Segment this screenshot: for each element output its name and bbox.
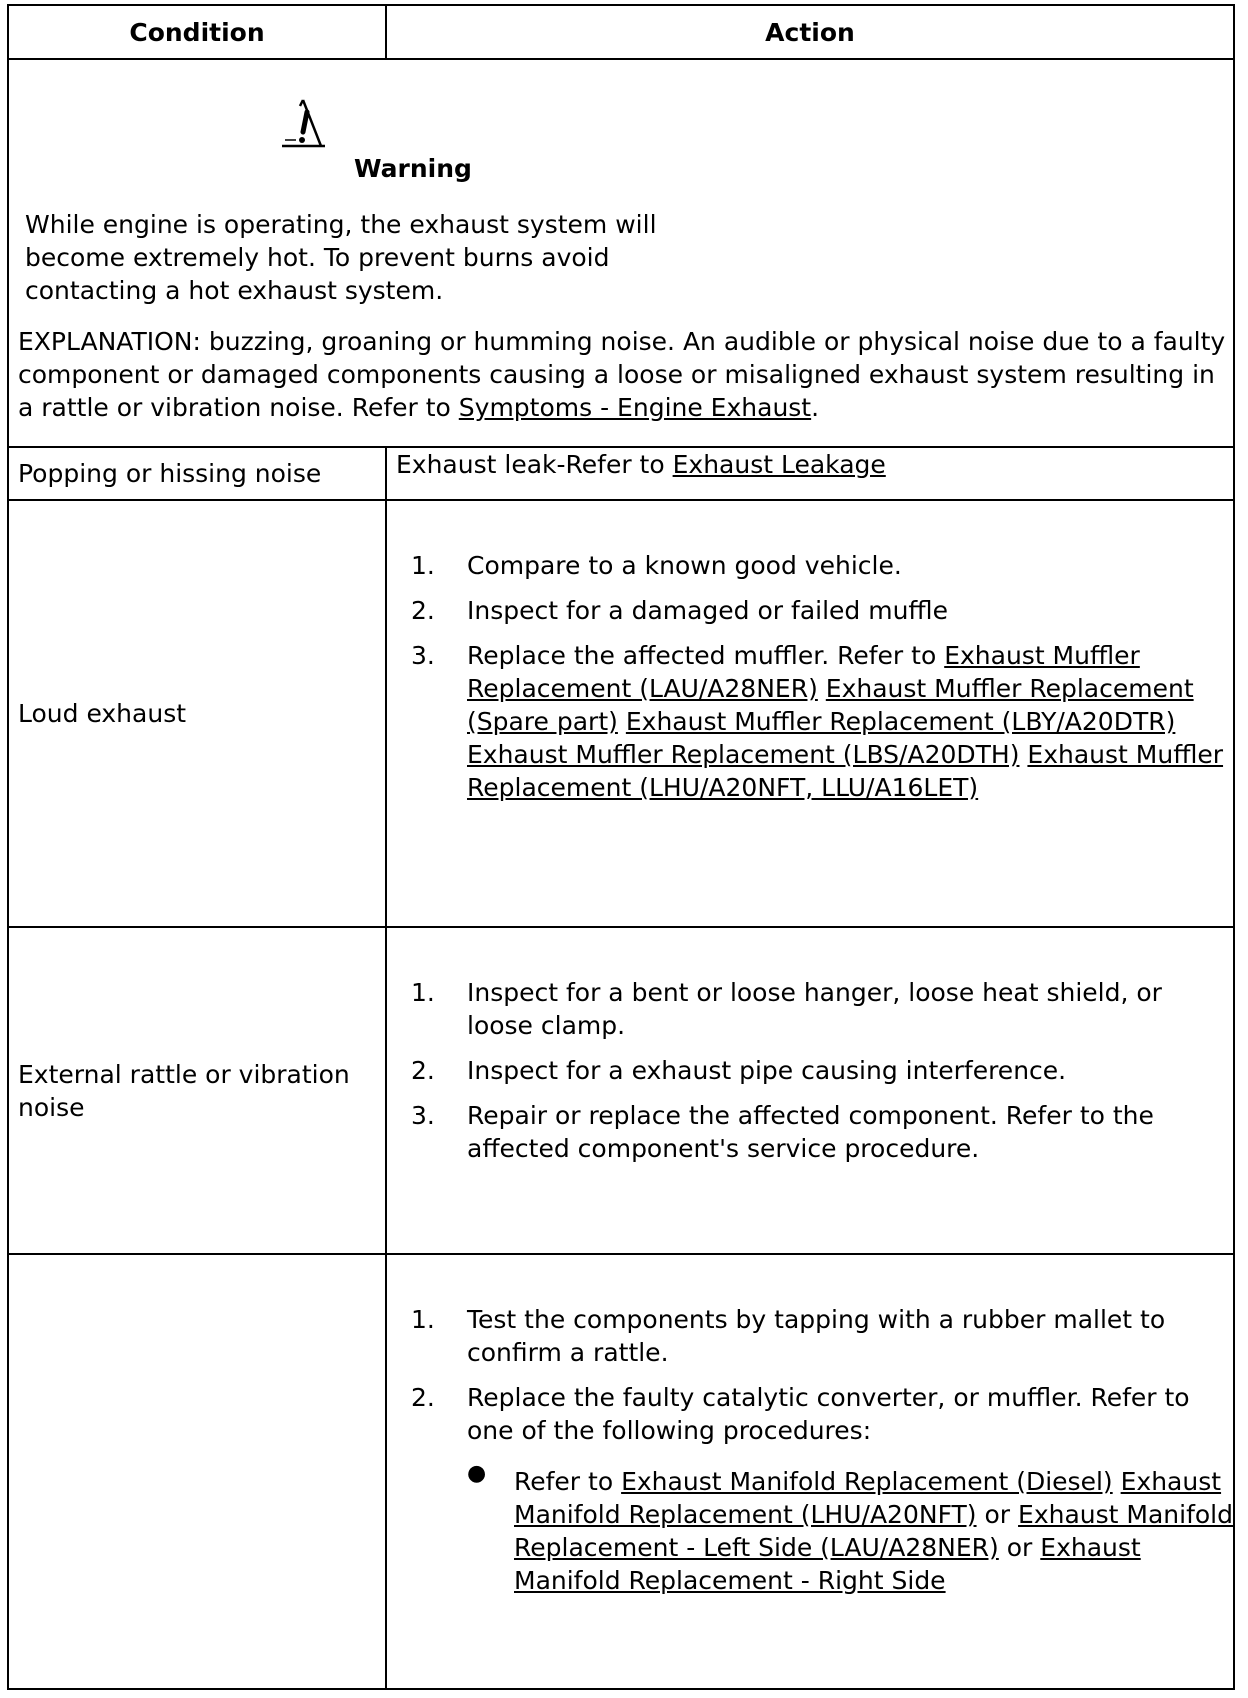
manifold-replacement-lhu-link[interactable]: Exhaust Manifold Replacement (LHU/A20NFT) bbox=[514, 1467, 1222, 1529]
step-number: 2. bbox=[411, 1383, 435, 1412]
list-item bbox=[467, 1461, 1233, 1597]
step-number: 1. bbox=[411, 1305, 435, 1334]
step-text: Replace the affected muffler. Refer to bbox=[467, 641, 945, 670]
step-number: 2. bbox=[411, 596, 435, 625]
or-text: or bbox=[1006, 1533, 1033, 1562]
list-item bbox=[396, 1381, 1233, 1597]
list-item bbox=[396, 1054, 1233, 1087]
step-number: 1. bbox=[411, 551, 435, 580]
condition-cell: External rattle or vibration noise bbox=[8, 927, 386, 1254]
step-number: 2. bbox=[411, 1056, 435, 1085]
step-text: Inspect for a bent or loose hanger, loose heat shield, or loose clamp. bbox=[467, 978, 1162, 1040]
list-item bbox=[396, 1099, 1233, 1165]
warning-icon bbox=[281, 96, 343, 156]
step-list bbox=[396, 549, 1233, 804]
explanation-body: EXPLANATION: buzzing, groaning or humming noise. An audible or physical noise due to a faulty component or damaged components causing a loose or misaligned exhaust system resulting in a rattle or vibration noise. Refer to bbox=[18, 327, 1226, 422]
explanation-text bbox=[18, 325, 1233, 424]
bullet-icon: ● bbox=[467, 1461, 487, 1486]
manifold-replacement-diesel-link[interactable]: Exhaust Manifold Replacement (Diesel) bbox=[621, 1467, 1113, 1496]
step-number: 1. bbox=[411, 978, 435, 1007]
warning-cell bbox=[8, 59, 1234, 447]
procedure-bullet-list bbox=[467, 1461, 1233, 1597]
explanation-period: . bbox=[811, 393, 820, 422]
exhaust-leakage-link[interactable]: Exhaust Leakage bbox=[672, 450, 886, 479]
warning-row bbox=[8, 59, 1234, 447]
exhaust-symptoms-table bbox=[7, 4, 1235, 1690]
action-cell bbox=[386, 1254, 1234, 1689]
warning-text: While engine is operating, the exhaust system will become extremely hot. To prevent burns avoid contacting a hot exhaust system. bbox=[25, 210, 657, 305]
step-text: Compare to a known good vehicle. bbox=[467, 551, 902, 580]
manifold-replacement-right-side-link[interactable]: Exhaust Manifold Replacement - Right Side bbox=[514, 1533, 1141, 1595]
manifold-replacement-left-side-link[interactable]: Exhaust Manifold Replacement - Left Side (LAU/A28NER) bbox=[514, 1500, 1233, 1562]
list-item bbox=[396, 549, 1233, 582]
muffler-replacement-spare-part-link[interactable]: Exhaust Muffler Replacement (Spare part) bbox=[467, 674, 1194, 736]
table-row bbox=[8, 447, 1234, 500]
condition-cell: Loud exhaust bbox=[8, 500, 386, 927]
step-number: 3. bbox=[411, 1101, 435, 1130]
table-header-row bbox=[8, 5, 1234, 59]
table-row bbox=[8, 927, 1234, 1254]
step-list bbox=[396, 976, 1233, 1165]
action-cell bbox=[386, 500, 1234, 927]
step-number: 3. bbox=[411, 641, 435, 670]
muffler-replacement-lby-link[interactable]: Exhaust Muffler Replacement (LBY/A20DTR) bbox=[625, 707, 1176, 736]
warning-title: Warning bbox=[354, 154, 472, 183]
step-list bbox=[396, 1303, 1233, 1597]
action-cell bbox=[386, 927, 1234, 1254]
step-text: Repair or replace the affected component. Refer to the affected component's service procedure. bbox=[467, 1101, 1154, 1163]
list-item bbox=[396, 639, 1233, 804]
condition-cell: Popping or hissing noise bbox=[8, 447, 386, 500]
step-text: Inspect for a exhaust pipe causing interference. bbox=[467, 1056, 1067, 1085]
action-column-header: Action bbox=[386, 5, 1234, 59]
table-row bbox=[8, 1254, 1234, 1689]
list-item bbox=[396, 976, 1233, 1042]
list-item bbox=[396, 1303, 1233, 1369]
condition-column-header: Condition bbox=[8, 5, 386, 59]
step-text: Inspect for a damaged or failed muffle bbox=[467, 596, 948, 625]
condition-cell bbox=[8, 1254, 386, 1689]
symptoms-engine-exhaust-link[interactable]: Symptoms - Engine Exhaust bbox=[458, 393, 812, 422]
muffler-replacement-lbs-link[interactable]: Exhaust Muffler Replacement (LBS/A20DTH) bbox=[467, 740, 1020, 769]
table-row bbox=[8, 500, 1234, 927]
step-text: Test the components by tapping with a rubber mallet to confirm a rattle. bbox=[467, 1305, 1166, 1367]
step-text: Replace the faulty catalytic converter, or muffler. Refer to one of the following procedures: bbox=[467, 1383, 1190, 1445]
action-cell bbox=[386, 447, 1234, 500]
muffler-replacement-lau-link[interactable]: Exhaust Muffler Replacement (LAU/A28NER) bbox=[467, 641, 1140, 703]
list-item bbox=[396, 594, 1233, 627]
bullet-text: Refer to bbox=[514, 1467, 622, 1496]
or-text: or bbox=[984, 1500, 1011, 1529]
muffler-replacement-lhu-llu-link[interactable]: Exhaust Muffler Replacement (LHU/A20NFT, LLU/A16LET) bbox=[467, 740, 1224, 802]
action-text: Exhaust leak-Refer to bbox=[396, 450, 673, 479]
